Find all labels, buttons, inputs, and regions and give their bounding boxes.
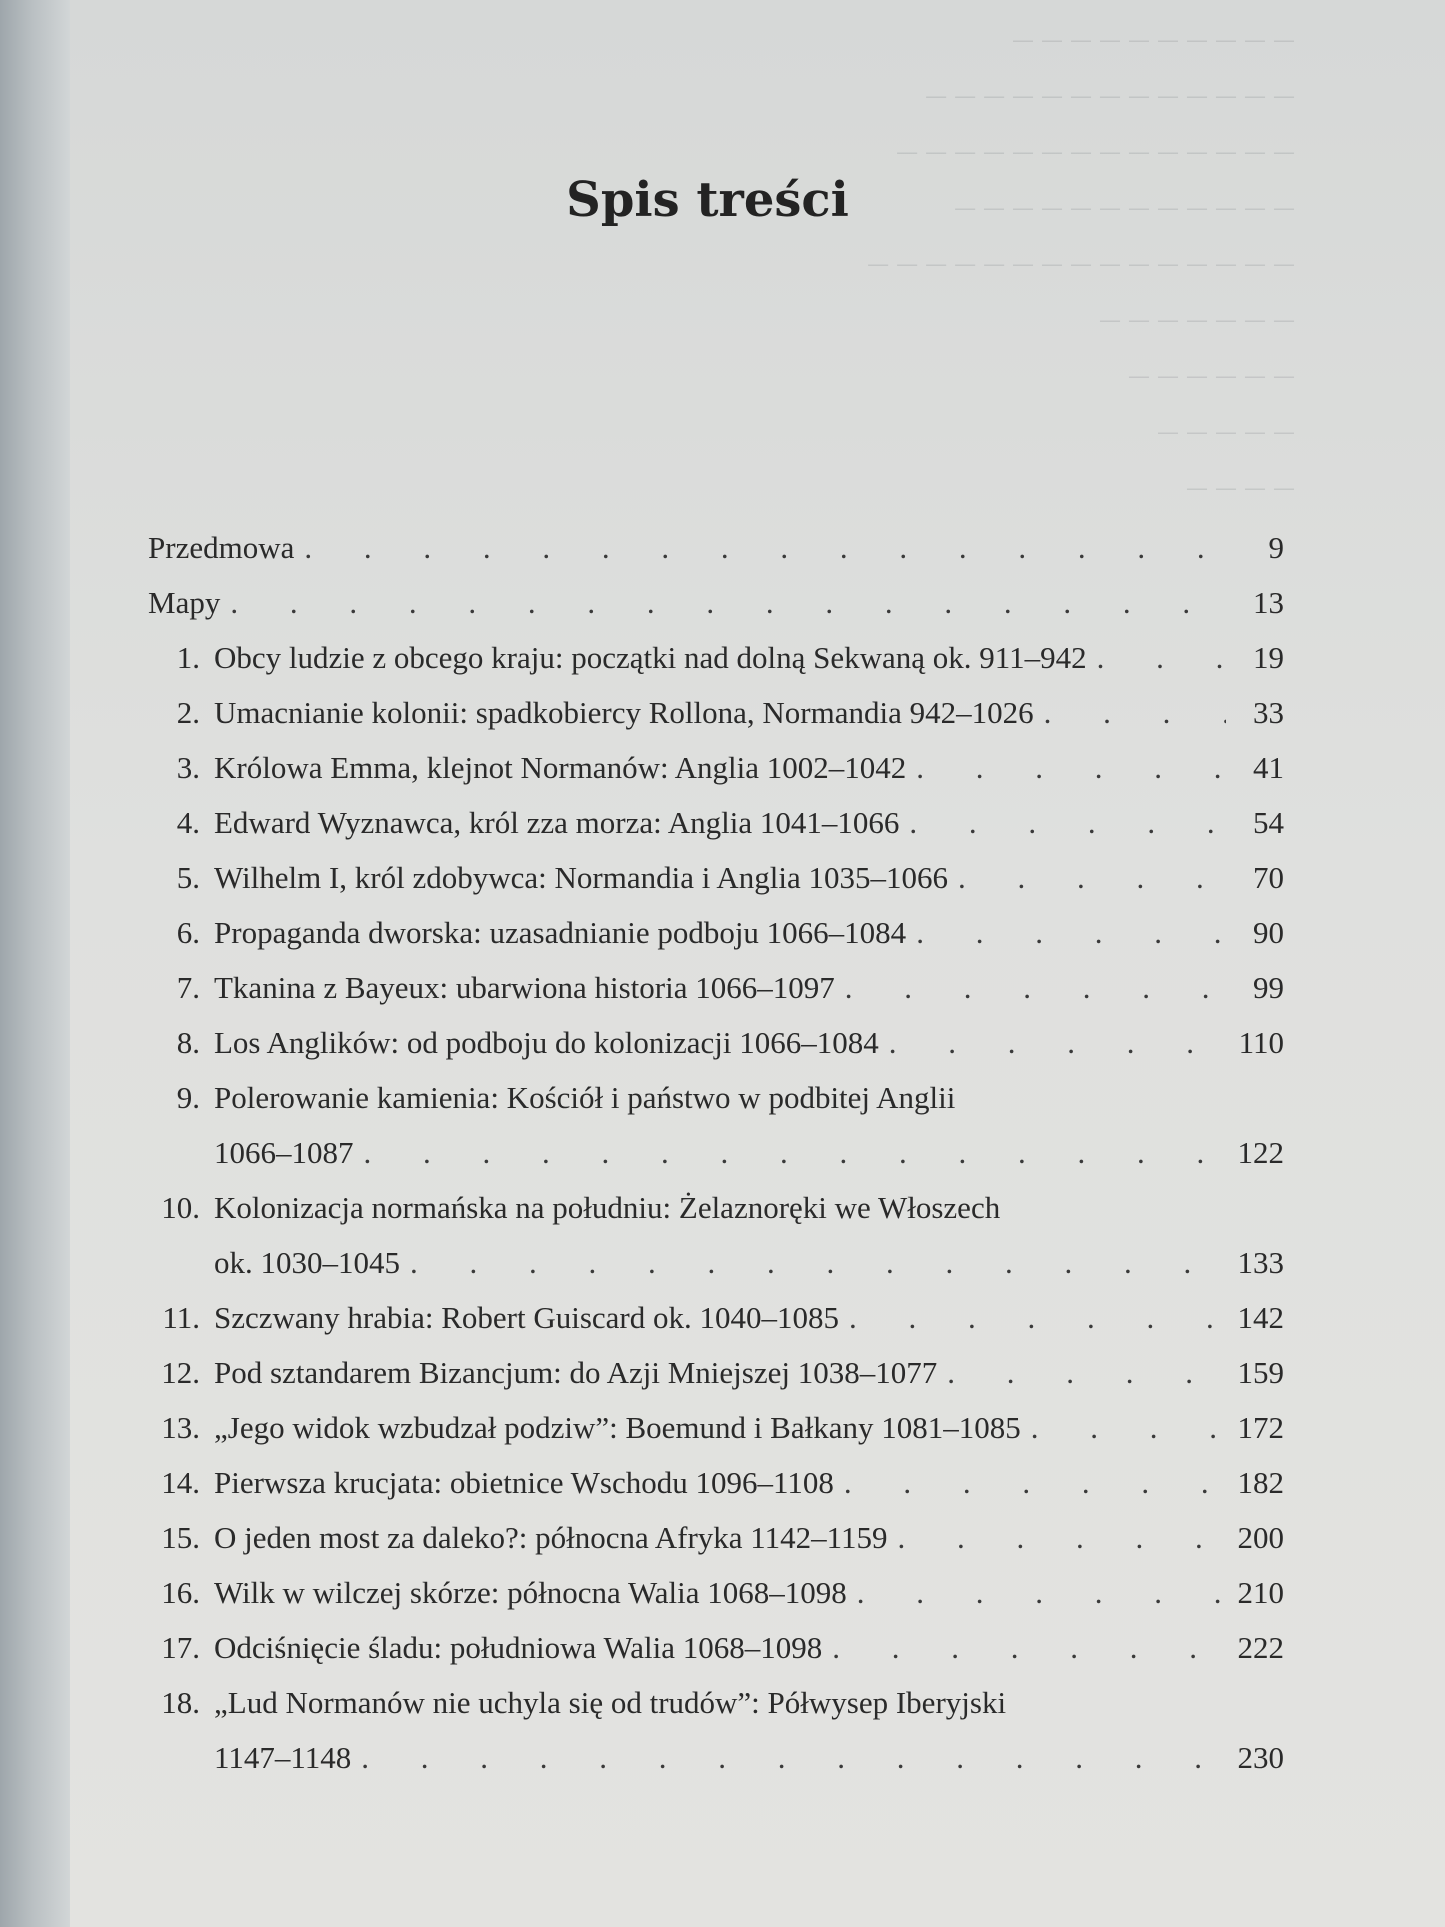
page-number: 90: [1253, 915, 1284, 950]
toc-entry: [148, 630, 1284, 685]
toc-row: [148, 960, 1284, 1015]
page-number: 159: [1237, 1355, 1284, 1390]
chapter-number: 16.: [161, 1575, 200, 1610]
show-through: — — — — — — — — — — — —: [954, 196, 1295, 221]
toc-entry: [148, 740, 1284, 795]
toc-row: [148, 1730, 1284, 1785]
chapter-title-continued: 1066–1087: [214, 1135, 354, 1170]
page-number: 99: [1253, 970, 1284, 1005]
toc-entry: [148, 1345, 1284, 1400]
show-through: — — — —: [1186, 476, 1295, 501]
chapter-number: 8.: [176, 1025, 200, 1060]
dot-leader: [354, 1125, 1227, 1180]
chapter-title: Pierwsza krucjata: obietnice Wschodu 1096–1108: [214, 1465, 834, 1500]
page-number: 9: [1268, 530, 1284, 565]
page-number: 41: [1253, 750, 1284, 785]
toc-row: [148, 1070, 1284, 1125]
dot-leader: [888, 1510, 1227, 1565]
toc-entry: [148, 905, 1284, 960]
page-number: 19: [1253, 640, 1284, 675]
dot-leader: [220, 575, 1226, 630]
toc-row: [148, 575, 1284, 630]
toc-entry: [148, 960, 1284, 1015]
dot-leader: [834, 1455, 1226, 1510]
page-number: 222: [1237, 1630, 1284, 1665]
show-through: — — — — — —: [1128, 364, 1295, 389]
page-number: 182: [1237, 1465, 1284, 1500]
chapter-title: Los Anglików: od podboju do kolonizacji 1066–1084: [214, 1025, 879, 1060]
chapter-title: Polerowanie kamienia: Kościół i państwo w podbitej Anglii: [214, 1080, 956, 1115]
book-spine-shadow: [0, 0, 70, 1927]
chapter-title: Mapy: [148, 585, 221, 620]
toc-entry: [148, 1070, 1284, 1180]
chapter-title: Tkanina z Bayeux: ubarwiona historia 1066–1097: [214, 970, 835, 1005]
dot-leader: [847, 1565, 1226, 1620]
dot-leader: [879, 1015, 1226, 1070]
page-title: Spis treści: [566, 172, 849, 228]
chapter-number: 9.: [176, 1080, 200, 1115]
chapter-title: Kolonizacja normańska na południu: Żelaznoręki we Włoszech: [214, 1190, 1001, 1225]
toc-row: [148, 1125, 1284, 1180]
dot-leader: [822, 1620, 1226, 1675]
toc-row: [148, 1400, 1284, 1455]
chapter-title: „Lud Normanów nie uchyla się od trudów”: Półwysep Iberyjski: [214, 1685, 1007, 1720]
toc-row: [148, 630, 1284, 685]
toc-row: [148, 1180, 1284, 1235]
show-through: — — — — — — — — — — — — — — —: [867, 252, 1295, 277]
dot-leader: [835, 960, 1226, 1015]
toc-row: [148, 1620, 1284, 1675]
toc-entry: [148, 520, 1284, 575]
toc-entry: [148, 1400, 1284, 1455]
page-number: 54: [1253, 805, 1284, 840]
dot-leader: [400, 1235, 1226, 1290]
dot-leader: [899, 795, 1226, 850]
chapter-title: Edward Wyznawca, król zza morza: Anglia 1041–1066: [214, 805, 900, 840]
toc-row: [148, 1345, 1284, 1400]
chapter-title: Wilhelm I, król zdobywca: Normandia i Anglia 1035–1066: [214, 860, 948, 895]
chapter-number: 13.: [161, 1410, 200, 1445]
dot-leader: [1087, 630, 1226, 685]
chapter-title: O jeden most za daleko?: północna Afryka 1142–1159: [214, 1520, 888, 1555]
dot-leader: [937, 1345, 1226, 1400]
toc-entry: [148, 575, 1284, 630]
chapter-number: 7.: [176, 970, 200, 1005]
dot-leader: [948, 850, 1226, 905]
chapter-number: 3.: [176, 750, 200, 785]
page-number: 200: [1237, 1520, 1284, 1555]
toc-row: [148, 795, 1284, 850]
toc-entry: [148, 1180, 1284, 1290]
chapter-number: 11.: [162, 1300, 200, 1335]
show-through: — — — — — — — — — — — — — —: [896, 140, 1295, 165]
toc-row: [148, 520, 1284, 575]
page-number: 230: [1237, 1740, 1284, 1775]
dot-leader: [1034, 685, 1226, 740]
chapter-title: „Jego widok wzbudzał podziw”: Boemund i Bałkany 1081–1085: [214, 1410, 1021, 1445]
table-of-contents: [148, 520, 1284, 1785]
toc-row: [148, 1235, 1284, 1290]
toc-entry: [148, 795, 1284, 850]
page-number: 33: [1253, 695, 1284, 730]
chapter-title: Pod sztandarem Bizancjum: do Azji Mniejszej 1038–1077: [214, 1355, 938, 1390]
show-through: — — — — — — —: [1099, 308, 1295, 333]
page-number: 142: [1237, 1300, 1284, 1335]
toc-entry: [148, 1565, 1284, 1620]
chapter-number: 2.: [176, 695, 200, 730]
dot-leader: [294, 520, 1226, 575]
show-through: — — — — — — — — — —: [1012, 28, 1295, 53]
chapter-title: Przedmowa: [148, 530, 295, 565]
chapter-number: 5.: [176, 860, 200, 895]
chapter-title: Umacnianie kolonii: spadkobiercy Rollona, Normandia 942–1026: [214, 695, 1034, 730]
chapter-number: 10.: [161, 1190, 200, 1225]
toc-entry: [148, 1015, 1284, 1070]
toc-entry: [148, 850, 1284, 905]
toc-entry: [148, 1455, 1284, 1510]
page-number: 172: [1237, 1410, 1284, 1445]
dot-leader: [906, 740, 1226, 795]
dot-leader: [1021, 1400, 1226, 1455]
show-through: — — — — —: [1157, 420, 1295, 445]
chapter-title: Odciśnięcie śladu: południowa Walia 1068–1098: [214, 1630, 823, 1665]
chapter-number: 15.: [161, 1520, 200, 1555]
toc-entry: [148, 1675, 1284, 1785]
toc-row: [148, 850, 1284, 905]
page-number: 122: [1237, 1135, 1284, 1170]
chapter-title-continued: ok. 1030–1045: [214, 1245, 400, 1280]
dot-leader: [906, 905, 1226, 960]
page-number: 13: [1253, 585, 1284, 620]
chapter-number: 12.: [161, 1355, 200, 1390]
chapter-title-continued: 1147–1148: [214, 1740, 352, 1775]
toc-row: [148, 1565, 1284, 1620]
chapter-number: 6.: [176, 915, 200, 950]
chapter-number: 1.: [176, 640, 200, 675]
chapter-title: Szczwany hrabia: Robert Guiscard ok. 1040–1085: [214, 1300, 840, 1335]
chapter-number: 18.: [161, 1685, 200, 1720]
toc-row: [148, 1015, 1284, 1070]
chapter-title: Obcy ludzie z obcego kraju: początki nad dolną Sekwaną ok. 911–942: [214, 640, 1087, 675]
chapter-title: Wilk w wilczej skórze: północna Walia 1068–1098: [214, 1575, 847, 1610]
dot-leader: [351, 1730, 1226, 1785]
show-through: — — — — — — — — — — — — —: [925, 84, 1295, 109]
toc-row: [148, 740, 1284, 795]
toc-row: [148, 685, 1284, 740]
toc-row: [148, 905, 1284, 960]
dot-leader: [839, 1290, 1226, 1345]
chapter-number: 4.: [176, 805, 200, 840]
toc-row: [148, 1290, 1284, 1345]
toc-entry: [148, 1290, 1284, 1345]
chapter-number: 14.: [161, 1465, 200, 1500]
chapter-title: Królowa Emma, klejnot Normanów: Anglia 1002–1042: [214, 750, 907, 785]
chapter-number: 17.: [161, 1630, 200, 1665]
page-number: 70: [1253, 860, 1284, 895]
chapter-title: Propaganda dworska: uzasadnianie podboju 1066–1084: [214, 915, 907, 950]
page-number: 210: [1237, 1575, 1284, 1610]
toc-row: [148, 1455, 1284, 1510]
toc-entry: [148, 685, 1284, 740]
toc-entry: [148, 1620, 1284, 1675]
page-number: 133: [1237, 1245, 1284, 1280]
toc-row: [148, 1675, 1284, 1730]
toc-entry: [148, 1510, 1284, 1565]
page-number: 110: [1238, 1025, 1284, 1060]
toc-row: [148, 1510, 1284, 1565]
